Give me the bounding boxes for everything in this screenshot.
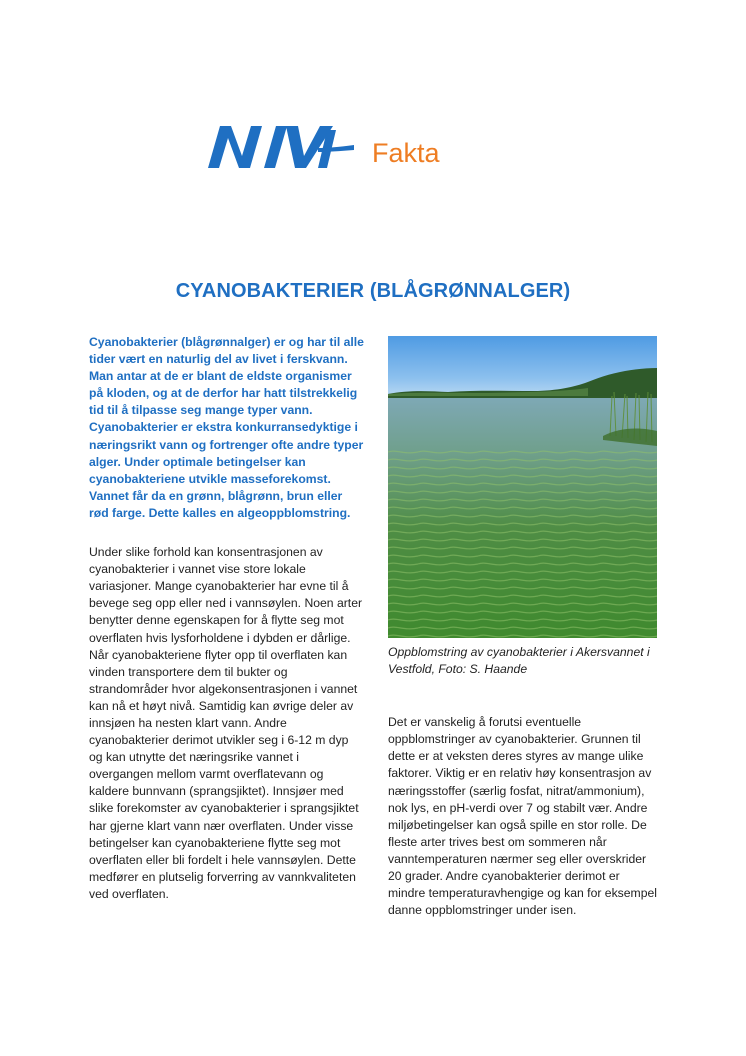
photo-caption: Oppblomstring av cyanobakterier i Akersvannet i Vestfold, Foto: S. Haande bbox=[388, 645, 650, 677]
left-column bbox=[89, 334, 365, 903]
body-paragraph-left: Under slike forhold kan konsentrasjonen av cyanobakterier i vannet vise store lokale variasjoner. Mange cyanobakterier har evne til å bevege seg opp eller ned i vannsøylen. Noen arter benytter denne egenskapen for å flytte seg mot overflaten hvis lysforholdene i dybden er dårlige. Når cyanobakteriene flyter opp til overflaten kan vinden transportere dem til bukter og strandområder hvor algekonsentrasjonen i vannet kan nå et høyt nivå. Samtidig kan øvrige deler av innsjøen ha nesten klart vann. Andre cyanobakterier derimot utvikler seg i 6-12 m dyp og kan utnytte det næringsrike vannet i overgangen mellom varmt overflatevann og kaldere bunnvann (sprangsjiktet). Innsjøer med slike forekomster av cyanobakterier i sprangsjiktet har gjerne klart vann nær overflaten. Under visse betingelser kan cyanobakteriene flytte seg mot overflaten eller bli fordelt i hele vannsøylen. Dette medfører en plutselig forverring av vannkvaliteten ved overflaten. bbox=[89, 545, 363, 901]
document-title: CYANOBAKTERIER (BLÅGRØNNALGER) bbox=[175, 280, 571, 302]
intro-paragraph: Cyanobakterier (blågrønnalger) er og har til alle tider vært en naturlig del av livet i ferskvann. Man antar at de er blant de eldste organismer på kloden, og at de derfor har hatt tilstrekkelig tid til å tilpasse seg mange typer vann. Cyanobakterier er ekstra konkurransedyktige i næringsrikt vann og fortrenger ofte andre typer alger. Under optimale betingelser kan cyanobakteriene utvikle masseforekomst. Vannet får da en grønn, blågrønn, brun eller rød farge. Dette kalles en algeoppblomstring. bbox=[89, 335, 364, 520]
niva-logo-mark bbox=[206, 118, 356, 174]
niva-logo bbox=[206, 118, 466, 178]
lake-photo bbox=[388, 336, 657, 638]
body-paragraph-right: Det er vanskelig å forutsi eventuelle oppblomstringer av cyanobakterier. Grunnen til dette er at veksten deres styres av mange ulike faktorer. Viktig er en relativ høy konsentrasjon av næringsstoffer (særlig fosfat, nitrat/ammonium), nok lys, en pH-verdi over 7 og stabilt vær. Andre miljøbetingelser kan også spille en stor rolle. De fleste arter trives best om sommeren når vanntemperaturen nærmer seg eller overskrider 20 grader. Andre cyanobakterier derimot er mindre temperaturavhengige og kan for eksempel danne oppblomstringer under isen. bbox=[388, 715, 657, 918]
right-column bbox=[388, 336, 658, 919]
fakta-label: Fakta bbox=[372, 138, 440, 168]
